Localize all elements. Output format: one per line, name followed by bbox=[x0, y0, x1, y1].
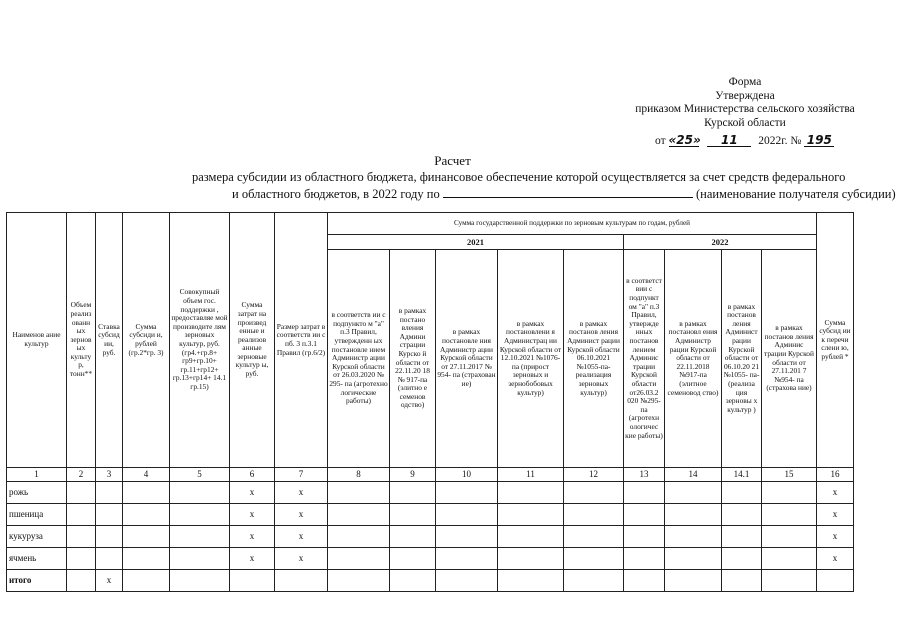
header-total-support: Совокупный объем гос. поддержки , предоставляе мой производите лям зерновых культур, руб. (гр4.+гр.8+ гр9+гр.10+ гр.11+гр12+ гр.13+гр14+ 14.1 гр.15) bbox=[170, 213, 230, 468]
header-cost-size: Размер затрат в соответств ии с пб. 3 п.3.1 Правил (гр.6/2) bbox=[275, 213, 328, 468]
header-2022-insurance: в рамках постанов ления Админис трации Курской области от 27.11.201 7 №954- па (страхова ние) bbox=[762, 250, 817, 468]
header-2021-realization: в рамках постанов ления Админист рации Курской области 06.10.2021 №1055-па- реализация зерновых культур) bbox=[564, 250, 624, 468]
subtitle-line2-start: и областного бюджетов, в 2022 году по bbox=[232, 187, 440, 201]
order-line-2: Курской области bbox=[704, 116, 786, 129]
header-volume: Объем реализ ованн ых зернов ых культу р, тонн** bbox=[67, 213, 96, 468]
col-number: 2 bbox=[67, 468, 96, 482]
table-row bbox=[7, 482, 854, 504]
col-number: 5 bbox=[170, 468, 230, 482]
header-subsidy-transfer: Сумма субсид ии к перечи слени ю, рублей * bbox=[817, 213, 854, 468]
order-day: «25» bbox=[668, 133, 701, 147]
not-applicable-mark: x bbox=[817, 548, 854, 570]
order-date-number bbox=[655, 134, 834, 147]
order-number: 195 bbox=[804, 134, 834, 147]
table-row bbox=[7, 504, 854, 526]
column-number-row bbox=[7, 468, 854, 482]
form-approval-block bbox=[610, 76, 880, 130]
not-applicable-mark: x bbox=[275, 526, 328, 548]
from-prefix: от bbox=[655, 135, 666, 147]
crop-name: ячмень bbox=[7, 548, 67, 570]
col-number: 8 bbox=[328, 468, 390, 482]
col-number: 12 bbox=[564, 468, 624, 482]
recipient-blank-line bbox=[443, 186, 693, 198]
subsidy-table bbox=[6, 212, 854, 592]
col-number: 16 bbox=[817, 468, 854, 482]
header-2022-agrotech: в соответст вии с подпункт ом "а" п.3 Правил, утвержде нных постанов лением Админис трации Курской области от26.03.2 020 №295- па (агротехн ологичес кие работы) bbox=[624, 250, 665, 468]
col-number: 9 bbox=[390, 468, 436, 482]
header-costs: Сумма затрат на произвед енные и реализов анные зерновые культур ы, руб. bbox=[230, 213, 275, 468]
not-applicable-mark: x bbox=[817, 504, 854, 526]
header-subsidy-sum: Сумма субсиди и, рублей (гр.2*гр. 3) bbox=[123, 213, 170, 468]
col-number: 13 bbox=[624, 468, 665, 482]
header-year-2022: 2022 bbox=[624, 235, 817, 250]
not-applicable-mark: x bbox=[96, 570, 123, 592]
approved-label: Утверждена bbox=[715, 89, 775, 102]
col-number: 14.1 bbox=[722, 468, 762, 482]
header-2021-growth: в рамках постановлени я Администрац ии Курской области от 12.10.2021 №1076- па (прирост зерновых и зернобобовых культур) bbox=[498, 250, 564, 468]
header-year-2021: 2021 bbox=[328, 235, 624, 250]
not-applicable-mark: x bbox=[230, 504, 275, 526]
total-label: итого bbox=[7, 570, 67, 592]
col-number: 7 bbox=[275, 468, 328, 482]
order-month: 11 bbox=[707, 134, 751, 147]
col-number: 15 bbox=[762, 468, 817, 482]
col-number: 4 bbox=[123, 468, 170, 482]
order-year: 2022г. № bbox=[758, 135, 802, 147]
header-support-group: Сумма государственной поддержки по зерновым культурам по годам, рублей bbox=[328, 213, 817, 235]
document-subtitle-line2 bbox=[232, 186, 896, 202]
header-2021-insurance: в рамках постановле ния Администр ации Курской области от 27.11.2017 № 954- па (страхован ие) bbox=[436, 250, 498, 468]
header-2021-elite-seeds: в рамках постано вления Админи страции Курско й области от 22.11.20 18 № 917-па (элитно е семенов одство) bbox=[390, 250, 436, 468]
header-2022-elite-seeds: в рамках постановл ения Администр рации Курской области от 22.11.2018 №917-па (элитное семеновод ство) bbox=[665, 250, 722, 468]
table-row-total bbox=[7, 570, 854, 592]
crop-name: пшеница bbox=[7, 504, 67, 526]
order-line-1: приказом Министерства сельского хозяйства bbox=[635, 103, 855, 115]
header-2022-realization: в рамках постанов ления Админист рации Курской области от 06.10.20 21 №1055- па- (реализа ция зерновы х культур ) bbox=[722, 250, 762, 468]
not-applicable-mark: x bbox=[275, 548, 328, 570]
header-crop-name: Наименов ание культур bbox=[7, 213, 67, 468]
crop-name: рожь bbox=[7, 482, 67, 504]
crop-name: кукуруза bbox=[7, 526, 67, 548]
not-applicable-mark: x bbox=[817, 526, 854, 548]
document-title: Расчет bbox=[434, 153, 471, 168]
col-number: 11 bbox=[498, 468, 564, 482]
header-2021-agrotech: в соответств ии с подпункто м "а" п.3 Правил, утвержденн ых постановле нием Администр ации Курской области от 26.03.2020 № 295- па (агротехно логические работы) bbox=[328, 250, 390, 468]
table-row bbox=[7, 526, 854, 548]
not-applicable-mark: x bbox=[230, 548, 275, 570]
form-label: Форма bbox=[728, 76, 762, 88]
not-applicable-mark: x bbox=[275, 504, 328, 526]
not-applicable-mark: x bbox=[275, 482, 328, 504]
col-number: 10 bbox=[436, 468, 498, 482]
col-number: 1 bbox=[7, 468, 67, 482]
subtitle-line2-end: (наименование получателя субсидии) bbox=[695, 187, 896, 201]
header-rate: Ставка субсид ии, руб. bbox=[96, 213, 123, 468]
document-subtitle-line1: размера субсидии из областного бюджета, финансовое обеспечение которой осуществляется за счет средств федерального bbox=[192, 170, 846, 184]
not-applicable-mark: x bbox=[230, 526, 275, 548]
col-number: 6 bbox=[230, 468, 275, 482]
not-applicable-mark: x bbox=[817, 482, 854, 504]
not-applicable-mark: x bbox=[230, 482, 275, 504]
col-number: 3 bbox=[96, 468, 123, 482]
col-number: 14 bbox=[665, 468, 722, 482]
table-row bbox=[7, 548, 854, 570]
